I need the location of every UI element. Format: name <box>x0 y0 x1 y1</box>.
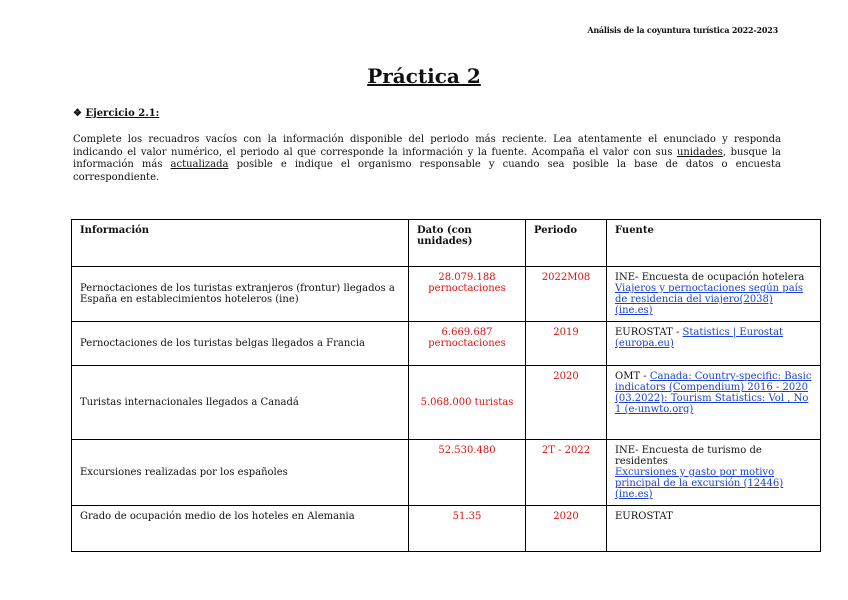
running-header: Análisis de la coyuntura turística 2022-2023 <box>587 25 778 35</box>
cell-dato: 51.35 <box>409 506 526 552</box>
cell-info: Turistas internacionales llegados a Canadá <box>72 366 409 440</box>
cell-periodo: 2020 <box>526 366 607 440</box>
intro-text-3: posible e indique el organismo responsable y cuando sea posible la base de datos o encuesta correspondiente. <box>73 159 782 183</box>
cell-info: Pernoctaciones de los turistas belgas llegados a Francia <box>72 322 409 366</box>
cell-fuente <box>607 366 821 440</box>
cell-fuente: EUROSTAT <box>607 506 821 552</box>
cell-periodo: 2019 <box>526 322 607 366</box>
table-row <box>72 366 821 440</box>
table-row <box>72 440 821 506</box>
cell-dato: 6.669.687 pernoctaciones <box>409 322 526 366</box>
intro-text-2: , busque la información más <box>73 146 781 170</box>
intro-underline-units: unidades <box>676 146 723 158</box>
fuente-link[interactable]: Excursiones y gasto por motivo principal de la excursión (12446) (ine.es) <box>615 467 784 500</box>
fuente-text: INE- Encuesta de turismo de residentes <box>615 445 762 467</box>
cell-fuente <box>607 440 821 506</box>
cell-dato: 52.530.480 <box>409 440 526 506</box>
table-row <box>72 322 821 366</box>
cell-dato: 28.079.188 pernoctaciones <box>409 267 526 322</box>
table-row <box>72 506 821 552</box>
cell-periodo: 2022M08 <box>526 267 607 322</box>
page-title: Práctica 2 <box>367 64 481 88</box>
cell-periodo: 2T - 2022 <box>526 440 607 506</box>
header-info: Información <box>72 220 409 267</box>
instructions-paragraph <box>73 134 781 184</box>
fuente-text: EUROSTAT - <box>615 327 683 338</box>
exercise-label: Ejercicio 2.1: <box>85 108 160 119</box>
intro-underline-updated: actualizada <box>170 159 229 170</box>
fuente-link[interactable]: Canada: Country-specific: Basic indicators (Compendium) 2016 - 2020 (03.2022): Tourism Statistics: Vol , No 1 (e-unwto.org) <box>615 371 812 415</box>
cell-periodo: 2020 <box>526 506 607 552</box>
cell-info: Pernoctaciones de los turistas extranjeros (frontur) llegados a España en establecimientos hoteleros (ine) <box>72 267 409 322</box>
fuente-link[interactable]: Statistics | Eurostat (europa.eu) <box>615 327 784 349</box>
table-header-row <box>72 220 821 267</box>
header-periodo: Periodo <box>526 220 607 267</box>
exercise-heading <box>73 108 159 119</box>
fuente-text: OMT - <box>615 371 650 382</box>
data-table <box>71 219 821 552</box>
cell-fuente <box>607 267 821 322</box>
intro-text-1: Complete los recuadros vacíos con la información disponible del periodo más reciente. Lea atentamente el enunciado y responda indicando el valor numérico, el periodo al que corresponde la información y la fuente. Acompaña el valor con sus <box>73 134 781 158</box>
cell-info: Excursiones realizadas por los españoles <box>72 440 409 506</box>
diamond-bullet-icon: ❖ <box>73 108 82 119</box>
cell-info: Grado de ocupación medio de los hoteles en Alemania <box>72 506 409 552</box>
cell-fuente <box>607 322 821 366</box>
header-fuente: Fuente <box>607 220 821 267</box>
fuente-link[interactable]: Viajeros y pernoctaciones según país de residencia del viajero(2038) (ine.es) <box>615 283 803 316</box>
table-row <box>72 267 821 322</box>
header-dato: Dato (con unidades) <box>409 220 526 267</box>
fuente-text: INE- Encuesta de ocupación hotelera <box>615 272 805 283</box>
cell-dato: 5.068.000 turistas <box>409 366 526 440</box>
